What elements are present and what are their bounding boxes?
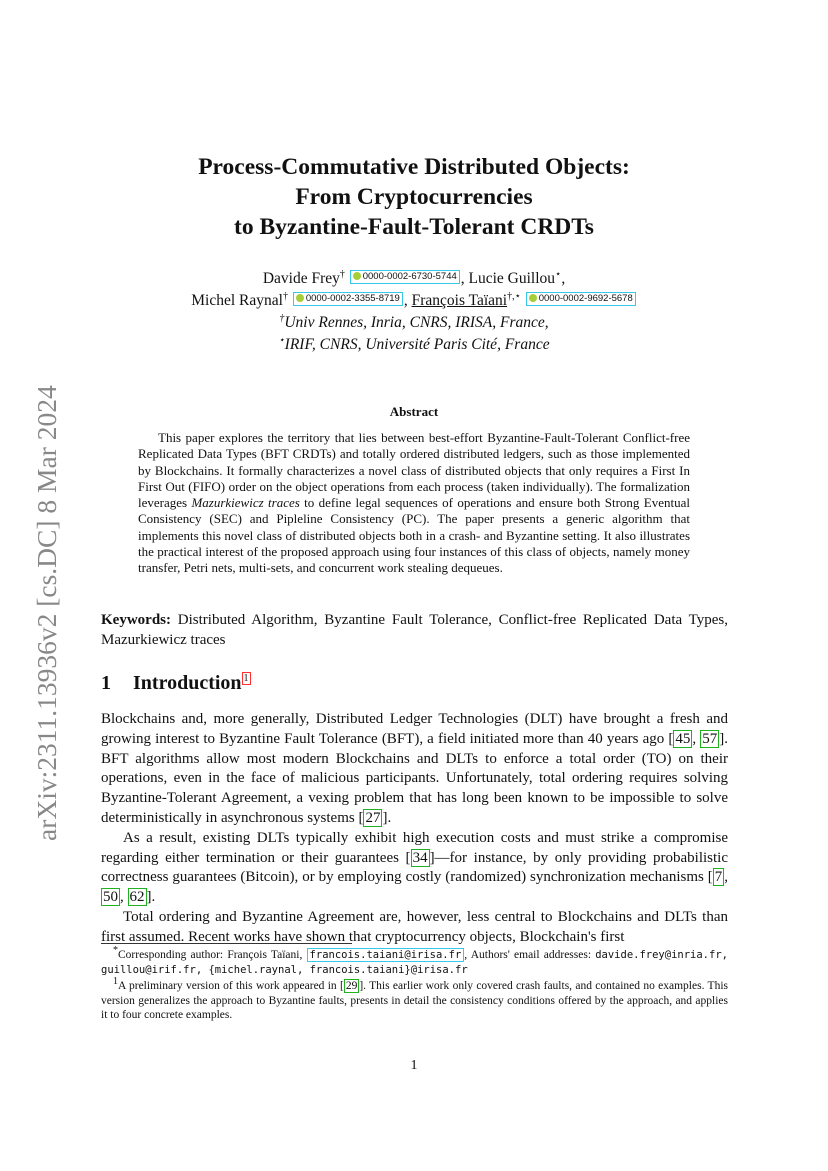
- text-run: ,: [120, 889, 128, 906]
- citation-link[interactable]: 29: [345, 980, 358, 992]
- orcid-icon: [296, 294, 304, 302]
- author-name: Davide Frey: [262, 270, 340, 287]
- section-heading: [101, 672, 251, 695]
- citation-link[interactable]: 62: [129, 889, 145, 906]
- abstract-heading: Abstract: [389, 404, 439, 419]
- citation-link[interactable]: 7: [714, 869, 723, 886]
- footnote-reference-link[interactable]: 1: [243, 673, 249, 684]
- abstract-emphasis: Mazurkiewicz traces: [191, 495, 300, 511]
- paragraph: Total ordering and Byzantine Agreement are, however, less central to Blockchains and DLTs than first assumed. Recent works have shown that cryptocurrency objects, Blockchain's first: [101, 908, 728, 945]
- footnote-corresponding: [101, 945, 728, 977]
- arxiv-stamp: [24, 365, 66, 845]
- citation-link[interactable]: 27: [365, 809, 381, 826]
- text-run: ]. This earlier work only covered crash faults, and contained no examples. This version generalizes the approach to Byzantine faults, presents in detail the consistency conditions offered by the approach, and applies it to four concrete examples.: [101, 980, 728, 1021]
- affiliation-mark: †,⋆: [507, 290, 521, 302]
- text-run: Corresponding author: François Taïani,: [118, 949, 307, 961]
- affiliation-2: [0, 334, 828, 356]
- author-name: François Taïani: [411, 292, 508, 309]
- text-run: As a result, existing DLTs typically exhibit high execution costs and must strike a compromise regarding either termination or their guarantees [: [101, 829, 728, 866]
- author-name: Michel Raynal: [191, 292, 283, 309]
- author-line-1: [0, 268, 828, 290]
- footnote-1: [101, 976, 728, 1023]
- affiliation-text: Univ Rennes, Inria, CNRS, IRISA, France,: [284, 314, 549, 331]
- orcid-icon: [529, 294, 537, 302]
- email-link[interactable]: francois.taiani@irisa.fr: [307, 948, 465, 962]
- orcid-icon: [353, 272, 361, 280]
- orcid-id: 0000-0002-9692-5678: [538, 293, 633, 304]
- affiliation-mark: †: [279, 312, 285, 324]
- affiliation-text: IRIF, CNRS, Université Paris Cité, France: [284, 336, 550, 353]
- abstract-part: to define legal sequences of operations and ensure both Strong Eventual Consistency (SEC) and Pipleline Consistency (PC). The paper presents a generic algorithm that implements this novel class of distributed objects both in a crash- and Byzantine setting. It also illustrates the practical interest of the proposed approach using four instances of this class of objects, namely money transfer, Petri nets, multi-sets, and concurrent work stealing dequeues.: [138, 495, 690, 576]
- keywords-label: Keywords:: [101, 612, 171, 628]
- email-addresses: davide.frey@inria.fr, guillou@irif.fr, {michel.raynal, francois.taiani}@irisa.fr: [101, 949, 728, 976]
- body-text: [101, 710, 728, 948]
- affiliation-mark: †: [339, 268, 345, 280]
- text-run: ,: [692, 730, 701, 747]
- affiliation-1: [0, 312, 828, 334]
- separator: ,: [561, 270, 566, 287]
- text-run: Blockchains and, more generally, Distributed Ledger Technologies (DLT) have brought a fresh and growing interest to Byzantine Fault Tolerance (BFT), a field initiated more than 40 years ago [: [101, 711, 728, 747]
- paper-title: [0, 152, 828, 242]
- author-line-2: [0, 290, 828, 312]
- paragraph: [101, 710, 728, 829]
- footnote-rule: [101, 943, 352, 944]
- orcid-link[interactable]: [526, 292, 636, 306]
- citation-link[interactable]: 57: [702, 730, 718, 747]
- keywords-text: Distributed Algorithm, Byzantine Fault Tolerance, Conflict-free Replicated Data Types, Mazurkiewicz traces: [101, 612, 729, 648]
- text-run: , Authors' email addresses:: [464, 949, 596, 961]
- title-line-3: to Byzantine-Fault-Tolerant CRDTs: [234, 214, 594, 240]
- section-title: Introduction: [133, 672, 242, 694]
- title-line-1: Process-Commutative Distributed Objects:: [198, 154, 630, 180]
- citation-link[interactable]: 50: [103, 889, 118, 906]
- text-run: ].: [382, 809, 392, 826]
- abstract-text: [138, 430, 690, 577]
- page-number: 1: [410, 1058, 418, 1073]
- keywords: [101, 610, 728, 650]
- footnote-mark: 1: [113, 976, 118, 988]
- abstract-part: This paper explores the territory that lies between best-effort Byzantine-Fault-Tolerant Conflict-free Replicated Data Types (BFT CRDTs) and totally ordered distributed ledgers, such as those implemented by Blockchains. It formally characterizes a novel class of distributed objects that only requires a First In First Out (FIFO) order on the object operations from each process (taken individually). The formalization leverages: [138, 430, 690, 511]
- affiliation-mark: ⋆: [278, 334, 285, 346]
- arxiv-stamp-text: arXiv:2311.13936v2 [cs.DC] 8 Mar 2024: [31, 385, 62, 841]
- affiliation-mark: †: [282, 290, 288, 302]
- footnotes: [101, 945, 728, 1025]
- paragraph: [101, 829, 728, 908]
- text-run: ]. BFT algorithms allow most modern Blockchains and DLTs to enforce a total order (TO) on their operations, even in the face of malicious participants. Unfortunately, total ordering requires solving Byzantine-Tolerant Agreement, a vexing problem that has long been known to be impossible to solve deterministically in asynchronous systems [: [101, 730, 729, 826]
- text-run: ]—for instance, by only providing probabilistic correctness guarantees (Bitcoin), or by employing costly (randomized) synchronization mechanisms [: [101, 849, 728, 886]
- orcid-link[interactable]: [293, 292, 403, 306]
- separator: ,: [403, 292, 412, 309]
- orcid-id: 0000-0002-6730-5744: [362, 271, 457, 282]
- footnote-mark: *: [113, 945, 118, 957]
- title-line-2: From Cryptocurrencies: [295, 184, 533, 210]
- text-run: ,: [724, 869, 728, 886]
- affiliation-mark: ⋆: [555, 268, 562, 280]
- text-run: ].: [146, 889, 156, 906]
- citation-link[interactable]: 34: [412, 849, 428, 866]
- orcid-id: 0000-0002-3355-8719: [305, 293, 400, 304]
- author-block: [0, 268, 828, 356]
- orcid-link[interactable]: [350, 270, 460, 284]
- author-name: , Lucie Guillou: [460, 270, 556, 287]
- section-number: 1: [101, 672, 111, 694]
- text-run: A preliminary version of this work appeared in [: [118, 980, 344, 992]
- citation-link[interactable]: 45: [675, 730, 691, 747]
